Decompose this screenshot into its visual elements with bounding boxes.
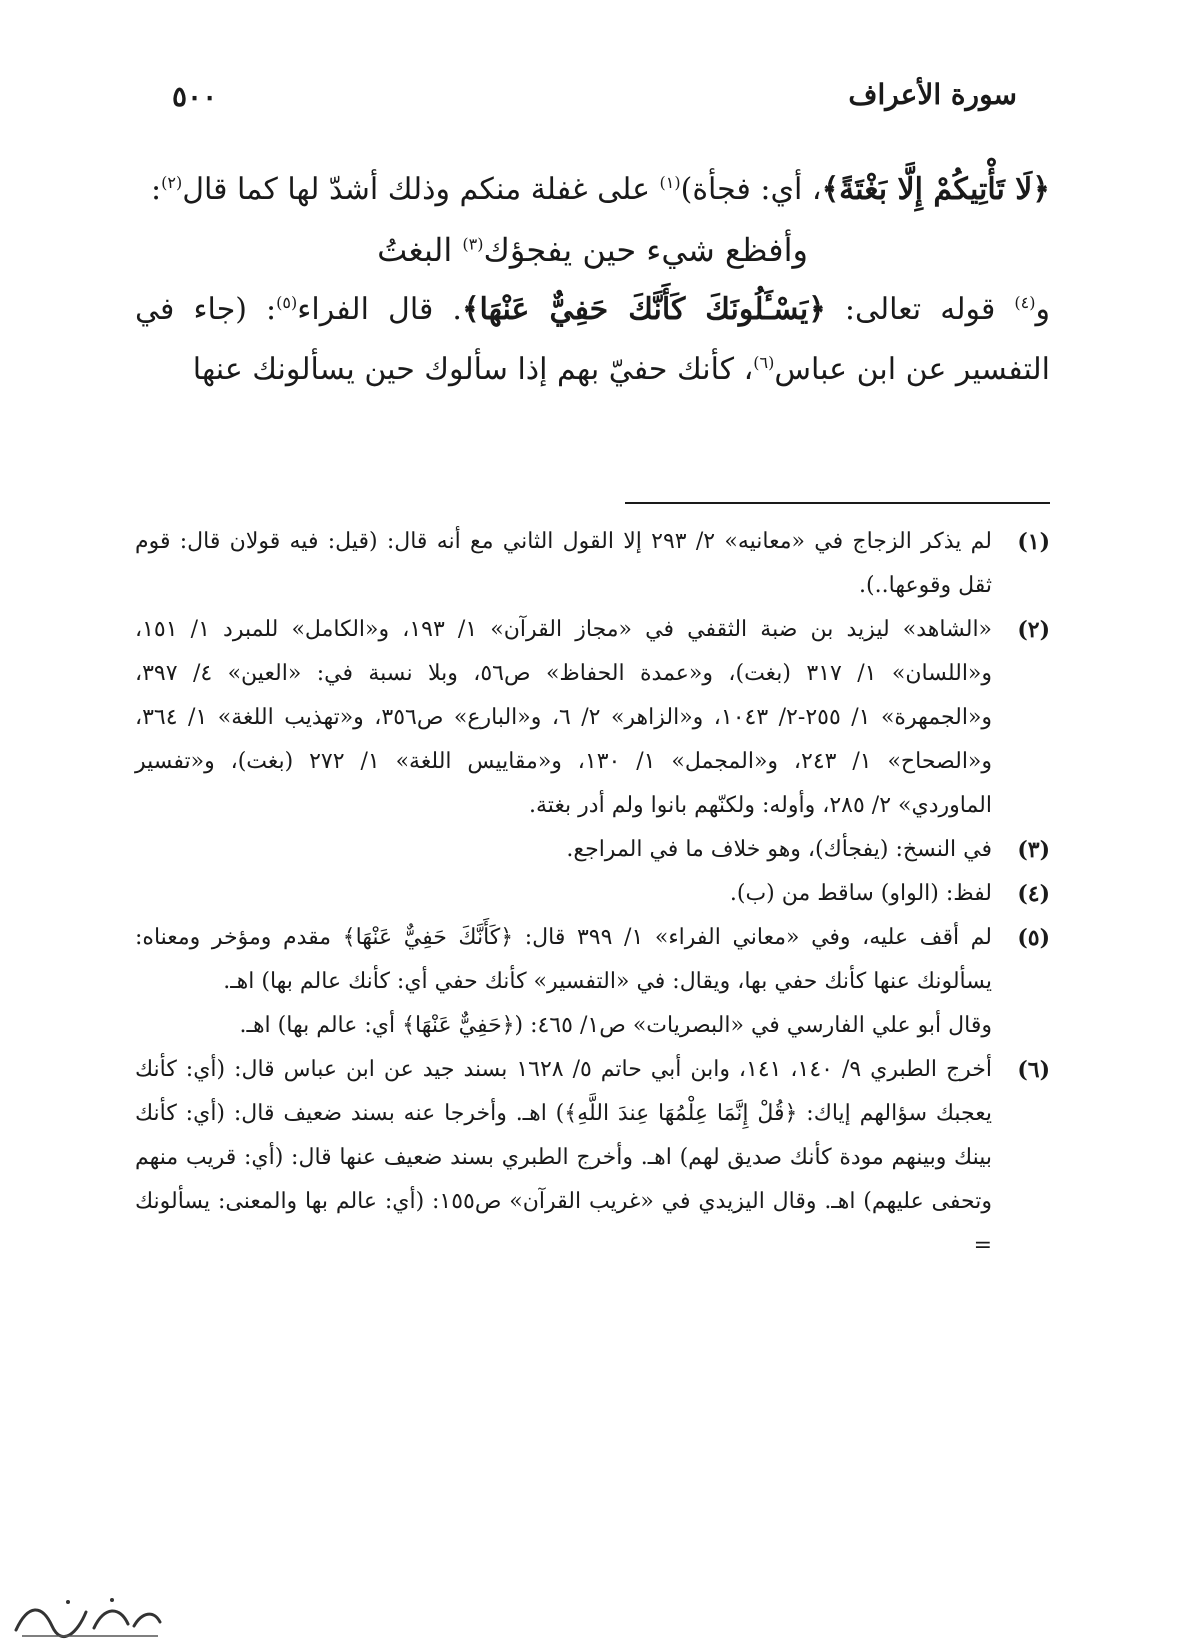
footnote-ref[interactable]: (٦): [753, 353, 775, 372]
footnote: [135, 916, 1050, 1048]
footnote-text: أخرج الطبري ٩/ ١٤٠، ١٤١، وابن أبي حاتم ٥/ ١٦٢٨ بسند جيد عن ابن عباس قال: (أي: كأنك يعجبك سؤالهم إياك: ﴿قُلْ إِنَّمَا عِلْمُهَا عِندَ اللَّهِ﴾) اهـ. وأخرجا عنه بسند ضعيف قال: (أي: كأنك بينك وبينهم مودة كأنك صديق لهم) اهـ. وأخرج الطبري بسند ضعيف عنها قال: (أي: قريب منهم وتحفى عليهم) اهـ. وقال اليزيدي في «غريب القرآن» ص١٥٥: (أي: عالم بها والمعنى: يسألونك =: [135, 1057, 993, 1258]
footnote-number: (٤): [1017, 881, 1050, 907]
footnote-text: لم أقف عليه، وفي «معاني الفراء» ١/ ٣٩٩ قال: ﴿كَأَنَّكَ حَفِيٌّ عَنْهَا﴾ مقدم ومؤخر ومعناه: يسألونك عنها كأنك حفي بها، ويقال: في «التفسير» كأنك حفي أي: كأنك عالم بها) اهـ.: [135, 925, 993, 994]
text-span: وأفظع شيء حين يفجؤك: [483, 231, 808, 269]
footnote-text: «الشاهد» ليزيد بن ضبة الثقفي في «مجاز القرآن» ١/ ١٩٣، و«الكامل» للمبرد ١/ ١٥١، و«اللسان» ١/ ٣١٧ (بغت)، و«عمدة الحفاظ» ص٥٦، وبلا نسبة في: «العين» ٤/ ٣٩٧، و«الجمهرة» ١/ ٢٥٥-٢/ ١٠٤٣، و«الزاهر» ٢/ ٦، و«البارع» ص٣٥٦، و«تهذيب اللغة» ١/ ٣٦٤، و«الصحاح» ١/ ٢٤٣، و«المجمل» ١/ ١٣٠، و«مقاييس اللغة» ١/ ٢٧٢ (بغت)، و«تفسير الماوردي» ٢/ ٢٨٥، وأوله: ولكنّهم بانوا ولم أدر بغتة.: [135, 617, 993, 818]
page-header: [160, 78, 1025, 122]
footnote-ref[interactable]: (٣): [462, 234, 484, 254]
text-span: و: [1035, 292, 1051, 327]
text-span: البغتُ: [377, 231, 463, 269]
footnote-separator: [625, 502, 1050, 504]
footnote: [135, 872, 1050, 916]
library-logo: [8, 1592, 168, 1642]
footnote-number: (٥): [1017, 925, 1050, 951]
footnote-number: (١): [1017, 529, 1050, 555]
text-span: ، كأنك حفيّ بهم إذا سألوك حين يسألونك عنها: [192, 352, 754, 387]
page-number: ٥٠٠: [172, 80, 218, 113]
text-span: قوله تعالى:: [825, 292, 1015, 327]
footnote-text: وقال أبو علي الفارسي في «البصريات» ص١/ ٤٦٥: (﴿حَفِيٌّ عَنْهَا﴾ أي: عالم بها) اهـ.: [239, 1013, 992, 1038]
footnote: [135, 1048, 1050, 1268]
quran-verse: ﴿لَا تَأْتِيكُمْ إِلَّا بَغْتَةً﴾: [821, 172, 1050, 207]
footnote: [135, 608, 1050, 828]
surah-title: سورة الأعراف: [848, 78, 1017, 111]
text-span: :: [151, 172, 162, 207]
poetry-line: [135, 220, 1050, 280]
footnote-number: (٢): [1017, 617, 1050, 643]
footnote-text: لفظ: (الواو) ساقط من (ب).: [729, 881, 992, 906]
footnote-ref[interactable]: (١): [659, 173, 681, 192]
footnote-text: في النسخ: (يفجأك)، وهو خلاف ما في المراجع.: [566, 837, 992, 862]
text-span: : (جاء في التفسير عن ابن عباس: [135, 292, 1050, 387]
text-span: ، أي: فجأة): [680, 172, 822, 207]
footnote-ref[interactable]: (٢): [161, 173, 183, 192]
text-span: على غفلة منكم وذلك أشدّ لها كما قال: [182, 172, 660, 207]
footnote-text: لم يذكر الزجاج في «معانيه» ٢/ ٢٩٣ إلا القول الثاني مع أنه قال: (قيل: فيه قولان قال: قوم ثقل وقوعها..).: [135, 529, 992, 598]
main-paragraph-1: [135, 160, 1050, 220]
text-span: . قال الفراء: [297, 292, 462, 327]
footnote-number: (٣): [1017, 837, 1050, 863]
quran-verse: ﴿يَسْـَٔلُونَكَ كَأَنَّكَ حَفِيٌّ عَنْهَا﴾: [461, 292, 826, 327]
footnote-ref[interactable]: (٥): [276, 293, 298, 312]
main-paragraph-2: [135, 280, 1050, 400]
footnote-number: (٦): [1017, 1057, 1050, 1083]
footnote: [135, 828, 1050, 872]
footnote-ref[interactable]: (٤): [1014, 293, 1036, 312]
footnotes: [135, 520, 1050, 1268]
footnote: [135, 520, 1050, 608]
main-text: [135, 160, 1050, 400]
